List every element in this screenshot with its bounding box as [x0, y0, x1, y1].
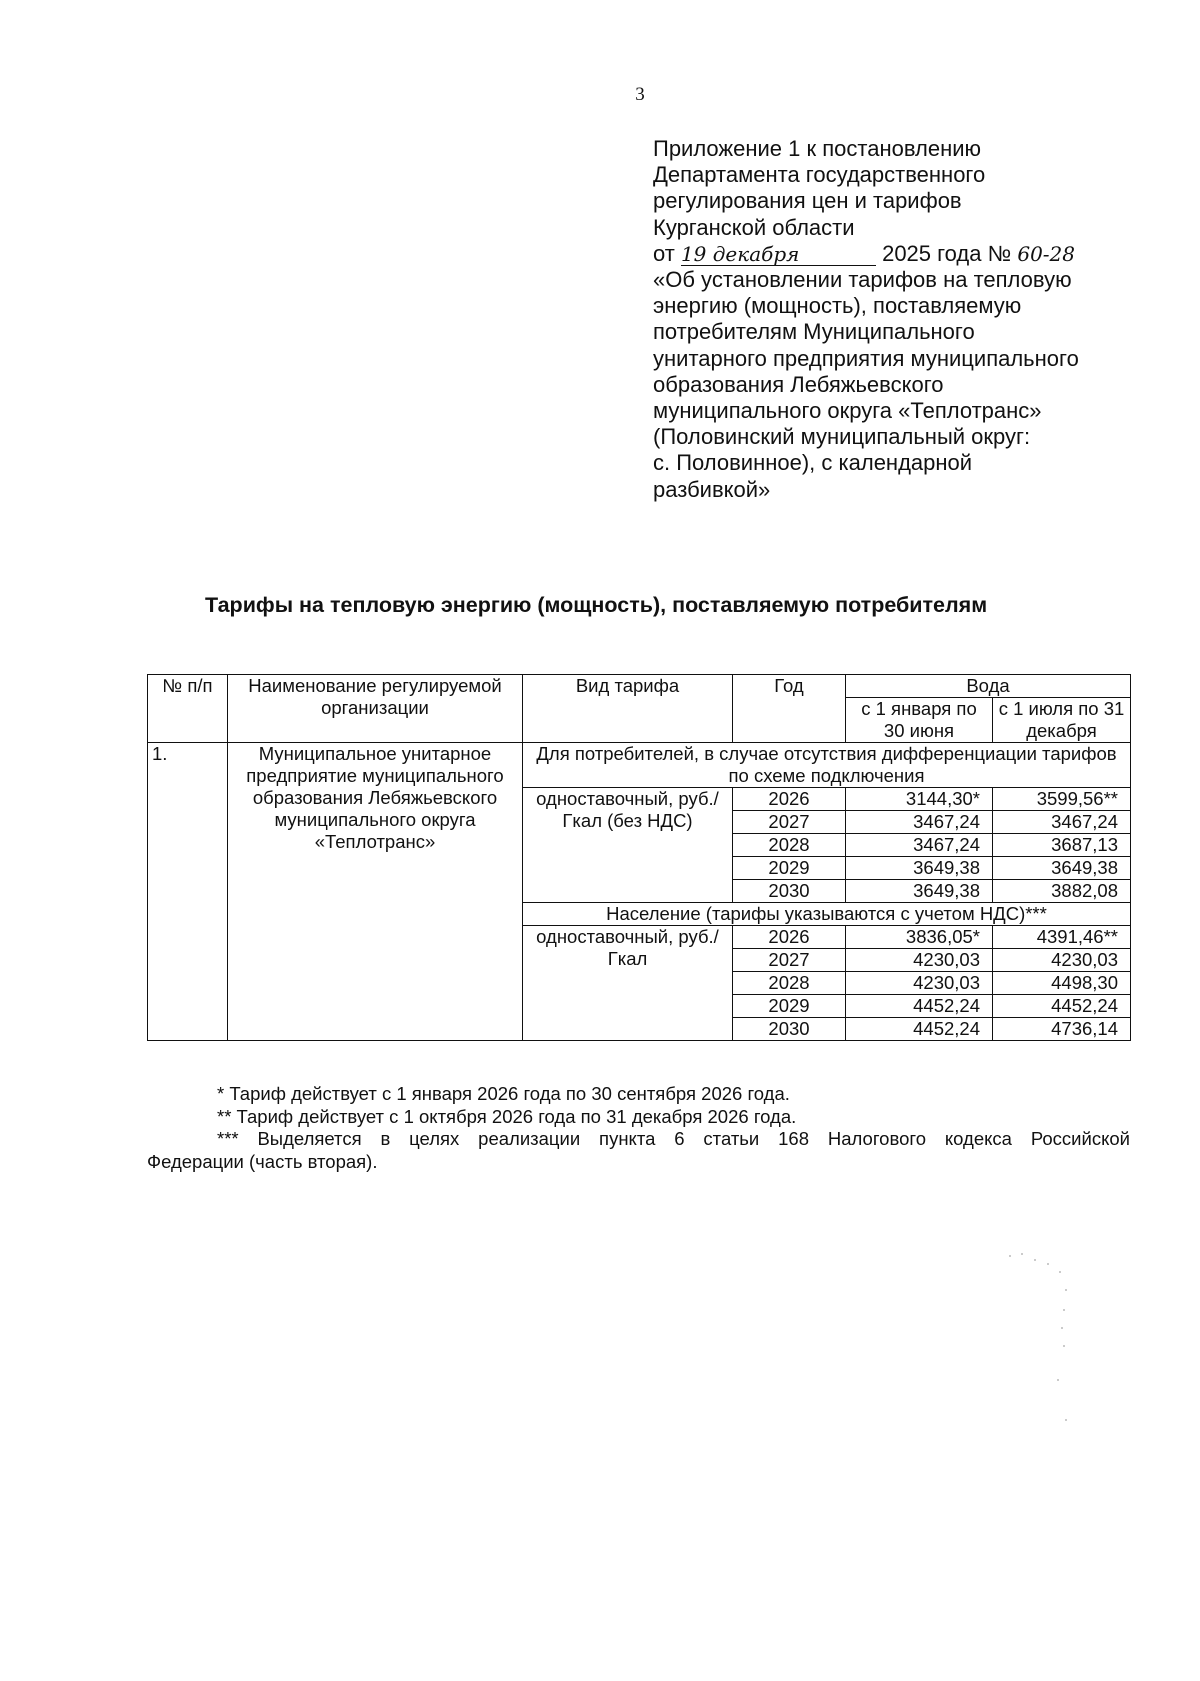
faint-stamp-marks: [1000, 1250, 1080, 1430]
value-cell: 3649,38: [846, 880, 993, 903]
year-cell: 2028: [733, 834, 846, 857]
header-water: Вода: [846, 675, 1131, 698]
header-tariff-type: Вид тарифа: [523, 675, 733, 743]
header-period-2: с 1 июля по 31 декабря: [993, 698, 1131, 743]
header-num: № п/п: [148, 675, 228, 743]
year-cell: 2026: [733, 788, 846, 811]
tariff-type-cell: одноставочный, руб./Гкал: [523, 926, 733, 1041]
subject-line: с. Половинное), с календарной: [653, 450, 973, 476]
value-cell: 3649,38: [993, 857, 1131, 880]
appendix-line: регулирования цен и тарифов: [653, 188, 962, 214]
page-number: 3: [635, 84, 645, 105]
tariff-table: [147, 674, 1131, 1041]
value-cell: 3467,24: [993, 811, 1131, 834]
year-cell: 2027: [733, 811, 846, 834]
year-text: 2025 года №: [882, 240, 1012, 266]
subject-line: (Половинский муниципальный округ:: [653, 424, 1031, 450]
value-cell: 3649,38: [846, 857, 993, 880]
header-period-1: с 1 января по 30 июня: [846, 698, 993, 743]
table-row: [148, 743, 1131, 788]
value-cell: 4230,03: [846, 949, 993, 972]
year-cell: 2030: [733, 880, 846, 903]
header-year: Год: [733, 675, 846, 743]
value-cell: 3836,05*: [846, 926, 993, 949]
group-label: Население (тарифы указываются с учетом НДС)***: [523, 903, 1131, 926]
appendix-date-line: [653, 241, 1173, 267]
value-cell: 4452,24: [846, 1018, 993, 1041]
group-label: Для потребителей, в случае отсутствия дифференциации тарифов по схеме подключения: [523, 743, 1131, 788]
subject-line: муниципального округа «Теплотранс»: [653, 398, 1042, 424]
value-cell: 4452,24: [846, 995, 993, 1018]
appendix-header: [653, 136, 1173, 503]
subject-line: унитарного предприятия муниципального: [653, 345, 1079, 371]
value-cell: 3467,24: [846, 834, 993, 857]
handwritten-number: 60-28: [1017, 241, 1075, 266]
year-cell: 2030: [733, 1018, 846, 1041]
subject-line: образования Лебяжьевского: [653, 371, 944, 397]
table-header-row: [148, 675, 1131, 698]
subject-line: «Об установлении тарифов на тепловую: [653, 267, 1072, 293]
tariff-type-cell: одноставочный, руб./Гкал (без НДС): [523, 788, 733, 903]
value-cell: 4452,24: [993, 995, 1131, 1018]
footnote-continuation: Федерации (часть вторая).: [147, 1150, 378, 1172]
value-cell: 4498,30: [993, 972, 1131, 995]
year-cell: 2029: [733, 857, 846, 880]
document-title: Тарифы на тепловую энергию (мощность), поставляемую потребителям: [205, 593, 988, 617]
year-cell: 2026: [733, 926, 846, 949]
year-cell: 2027: [733, 949, 846, 972]
appendix-line: Курганской области: [653, 214, 855, 240]
value-cell: 4736,14: [993, 1018, 1131, 1041]
value-cell: 3144,30*: [846, 788, 993, 811]
appendix-line: Приложение 1 к постановлению: [653, 136, 982, 161]
value-cell: 4230,03: [993, 949, 1131, 972]
year-cell: 2029: [733, 995, 846, 1018]
header-org: Наименование регулируемой организации: [228, 675, 523, 743]
subject-line: энергию (мощность), поставляемую: [653, 293, 1022, 319]
value-cell: 3467,24: [846, 811, 993, 834]
footnotes: [147, 1083, 1130, 1173]
value-cell: 4391,46**: [993, 926, 1131, 949]
value-cell: 3687,13: [993, 834, 1131, 857]
date-prefix: от: [653, 240, 675, 266]
appendix-line: Департамента государственного: [653, 162, 986, 188]
footnote: *** Выделяется в целях реализации пункта 6 статьи 168 Налогового кодекса Российской: [217, 1128, 1130, 1149]
subject-line: разбивкой»: [653, 476, 771, 502]
organization-name: Муниципальное унитарное предприятие муниципального образования Лебяжьевского муниципального округа «Теплотранс»: [228, 743, 523, 1041]
value-cell: 3599,56**: [993, 788, 1131, 811]
year-cell: 2028: [733, 972, 846, 995]
value-cell: 4230,03: [846, 972, 993, 995]
handwritten-date: 19 декабря: [681, 243, 876, 266]
value-cell: 3882,08: [993, 880, 1131, 903]
footnote: * Тариф действует с 1 января 2026 года по 30 сентября 2026 года.: [217, 1083, 790, 1104]
subject-line: потребителям Муниципального: [653, 319, 975, 345]
footnote: ** Тариф действует с 1 октября 2026 года по 31 декабря 2026 года.: [217, 1105, 797, 1127]
row-number: 1.: [148, 743, 228, 1041]
